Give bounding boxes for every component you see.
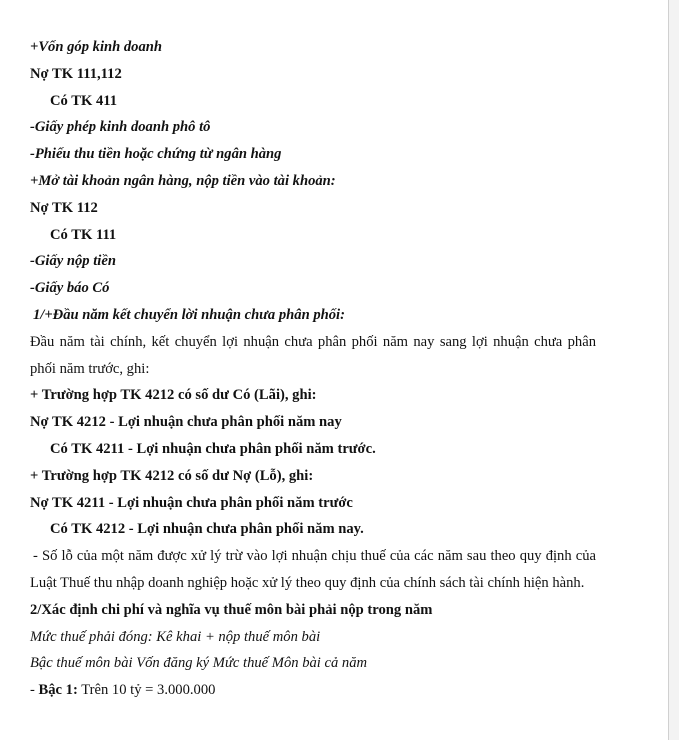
- section-heading-2: 2/Xác định chi phí và nghĩa vụ thuế môn bài phải nộp trong năm: [30, 601, 433, 618]
- paragraph-loss: - Số lỗ của một năm được xử lý trừ vào lợi nhuận chịu thuế của các năm sau theo quy định của Luật Thuế thu nhập doanh nghiệp hoặc xử lý theo quy định của chính sách tài chính hiện hành.: [30, 548, 596, 591]
- doc-item: -Giấy báo Có: [30, 280, 110, 297]
- section-heading-1: 1/+Đầu năm kết chuyển lời nhuận chưa phân phối:: [33, 306, 345, 323]
- tax-table-header: Bậc thuế môn bài Vốn đăng ký Mức thuế Môn bài cả năm: [30, 655, 368, 672]
- tax-level-prefix: -: [30, 682, 39, 699]
- entry-debit: Nợ TK 4211 - Lợi nhuận chưa phân phối năm trước: [30, 494, 353, 511]
- entry-credit: Có TK 4212 - Lợi nhuận chưa phân phối năm nay.: [50, 521, 364, 538]
- entry-credit: Có TK 411: [50, 92, 118, 109]
- doc-item: -Giấy phép kinh doanh phô tô: [30, 119, 211, 136]
- tax-level-label: Bậc 1:: [38, 682, 78, 699]
- tax-level-line: [30, 677, 596, 704]
- heading-von-gop: +Vốn góp kinh doanh: [30, 39, 163, 55]
- tax-note: Mức thuế phải đóng: Kê khai + nộp thuế môn bài: [30, 628, 321, 645]
- tax-level-value: Trên 10 tỷ = 3.000.000: [77, 682, 216, 699]
- doc-item: -Giấy nộp tiền: [30, 253, 116, 270]
- heading-bank-account: +Mở tài khoản ngân hàng, nộp tiền vào tài khoản:: [30, 172, 336, 189]
- entry-debit: Nợ TK 4212 - Lợi nhuận chưa phân phối năm nay: [30, 414, 342, 431]
- case-heading: + Trường hợp TK 4212 có số dư Nợ (Lỗ), ghi:: [30, 467, 314, 484]
- paragraph-intro: Đầu năm tài chính, kết chuyển lợi nhuận chưa phân phối năm nay sang lợi nhuận chưa phân phối năm trước, ghi:: [30, 333, 596, 377]
- entry-credit: Có TK 111: [50, 226, 117, 243]
- document-body: [30, 34, 596, 704]
- vertical-scrollbar[interactable]: [669, 0, 679, 740]
- entry-credit: Có TK 4211 - Lợi nhuận chưa phân phối năm trước.: [50, 440, 376, 457]
- doc-item: -Phiếu thu tiền hoặc chứng từ ngân hàng: [30, 146, 282, 163]
- entry-debit: Nợ TK 111,112: [30, 65, 122, 82]
- entry-debit: Nợ TK 112: [30, 199, 98, 216]
- case-heading: + Trường hợp TK 4212 có số dư Có (Lãi), ghi:: [30, 387, 317, 404]
